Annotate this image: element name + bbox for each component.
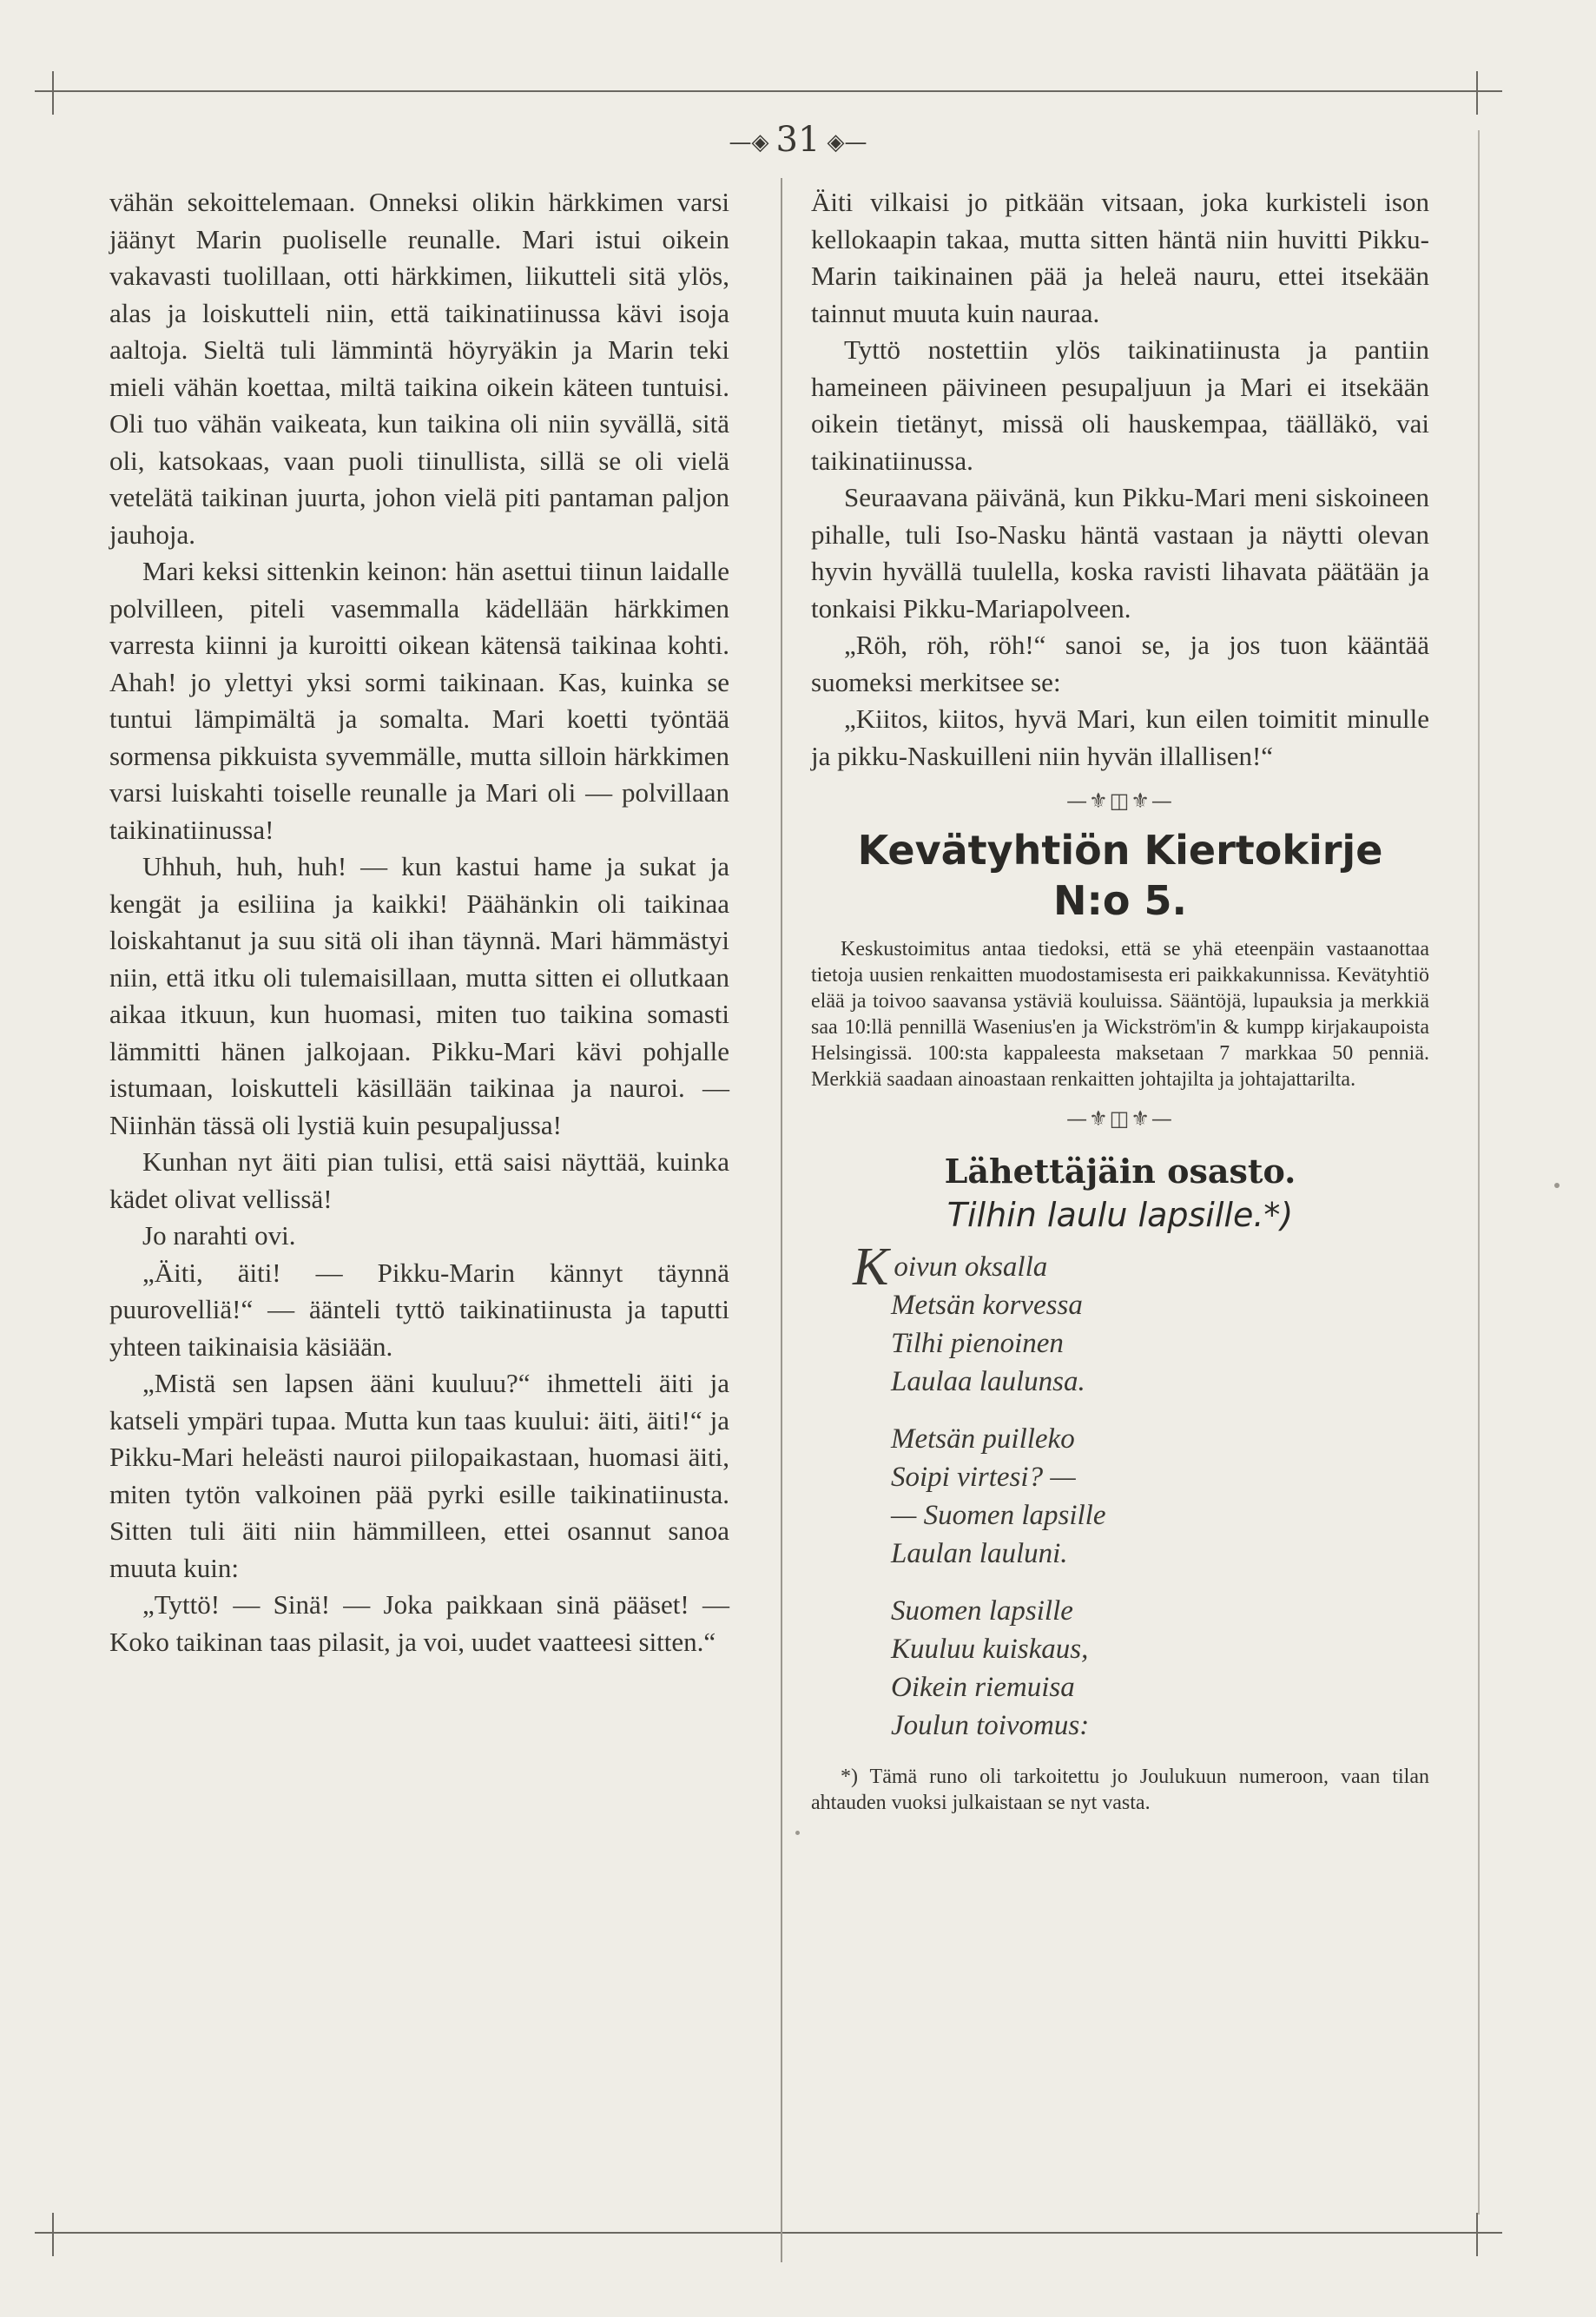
right-column-text xyxy=(811,184,1429,775)
poem-line: Metsän korvessa xyxy=(891,1290,1083,1321)
crop-mark-top xyxy=(35,90,1502,92)
paragraph: „Äiti, äiti! — Pikku-Marin kännyt täynnä puurovelliä!“ — äänteli tyttö taikinatiinusta ja taputti yhteen taikinaisia käsiään. xyxy=(109,1257,729,1362)
poem-line: Metsän puilleko xyxy=(891,1423,1075,1455)
crop-mark-bottom xyxy=(35,2232,1502,2234)
footnote: *) Tämä runo oli tarkoitettu jo Joulukuun numeroon, vaan tilan ahtauden vuoksi julkaistaan se nyt vasta. xyxy=(811,1766,1429,1814)
senders-section-title: Lähettäjäin osasto. xyxy=(944,1152,1296,1191)
circular-title-line1: Kevätyhtiön Kiertokirje xyxy=(857,827,1383,874)
crop-mark-bottom-right xyxy=(1476,2213,1478,2256)
paper-speck xyxy=(795,1831,800,1835)
page-number: 31 xyxy=(775,120,821,160)
circular-notice: Keskustoimitus antaa tiedoksi, että se yhä eteenpäin vastaanottaa tietoja uusien renkaitten muodostamisesta eri paikkakunnissa. Kevätyhtiö elää ja toivoo saavansa ystäviä kouluissa. Sääntöjä, lupauksia ja merkkiä saa 10:llä pennillä Wasenius'en ja Wickström'in & kumpp kirjakaupoista Helsingissä. 100:sta kappaleesta maksetaan 7 markkaa 50 penniä. Merkkiä saadaan ainoastaan renkaitten johtajilta ja johtajattarilta. xyxy=(811,938,1429,1091)
poem xyxy=(853,1238,1429,1745)
column-divider xyxy=(781,178,782,2262)
poem-line: Joulun toivomus: xyxy=(891,1710,1090,1741)
crop-mark-top-left xyxy=(52,71,54,115)
left-column-text xyxy=(109,184,729,1660)
paragraph: Jo narahti ovi. xyxy=(142,1220,296,1251)
poem-line: — Suomen lapsille xyxy=(891,1500,1106,1531)
poem-line: Tilhi pienoinen xyxy=(891,1328,1064,1359)
poem-line: Laulan lauluni. xyxy=(891,1538,1068,1569)
header-ornament-right: ◈— xyxy=(827,129,867,155)
poem-line: Soipi virtesi? — xyxy=(891,1462,1076,1493)
paragraph: „Kiitos, kiitos, hyvä Mari, kun eilen toimitit minulle ja pikku-Naskuilleni niin hyvän illallisen!“ xyxy=(811,703,1429,771)
paper-speck xyxy=(1554,1183,1560,1188)
poem-line: Laulaa laulunsa. xyxy=(891,1366,1085,1397)
header-ornament-left: —◈ xyxy=(729,129,769,155)
paragraph: Kunhan nyt äiti pian tulisi, että saisi näyttää, kuinka kädet olivat vellissä! xyxy=(109,1146,729,1214)
circular-title-line2: N:o 5. xyxy=(1053,877,1187,924)
poem-stanza xyxy=(853,1238,1429,1401)
paragraph: Tyttö nostettiin ylös taikinatiinusta ja pantiin hameineen päivineen pesupaljuun ja Mari ei itsekään oikein tietänyt, missä oli hauskempaa, täälläkö, vai taikinatiinussa. xyxy=(811,334,1429,476)
left-column xyxy=(109,184,729,1660)
crop-mark-bottom-left xyxy=(52,2213,54,2256)
poem-line: Oikein riemuisa xyxy=(891,1672,1075,1703)
poem-line: Kuuluu kuiskaus, xyxy=(891,1634,1089,1665)
poem-stanza xyxy=(891,1420,1429,1573)
paragraph: „Mistä sen lapsen ääni kuuluu?“ ihmetteli äiti ja katseli ympäri tupaa. Mutta kun taas kuului: äiti, äiti!“ ja Pikku-Mari heleästi nauroi piilopaikastaan, huomasi äiti, miten tytön valkoinen pää pyrki esille taikinatiinusta. Sitten tuli äiti niin hämmilleen, ettei osannut sanoa muuta kuin: xyxy=(109,1368,729,1583)
section-ornament: —⚜◫⚜— xyxy=(1066,789,1174,813)
circular-title xyxy=(811,825,1429,926)
poem-line: Koivun oksalla xyxy=(853,1238,1048,1297)
paragraph: Äiti vilkaisi jo pitkään vitsaan, joka kurkisteli ison kellokaapin takaa, mutta sitten häntä niin huvitti Pikku-Marin taikinainen pää ja heleä nauru, ettei itsekään tainnut muuta kuin nauraa. xyxy=(811,187,1429,328)
section-ornament-2: —⚜◫⚜— xyxy=(1066,1106,1174,1131)
poem-stanza xyxy=(891,1592,1429,1745)
page-header xyxy=(0,120,1596,160)
right-margin-line xyxy=(1478,130,1480,2215)
paragraph: „Röh, röh, röh!“ sanoi se, ja jos tuon kääntää suomeksi merkitsee se: xyxy=(811,630,1429,697)
paragraph: „Tyttö! — Sinä! — Joka paikkaan sinä pääset! — Koko taikinan taas pilasit, ja voi, uudet vaatteesi sitten.“ xyxy=(109,1589,729,1657)
poem-line: Suomen lapsille xyxy=(891,1595,1073,1627)
paragraph: vähän sekoittelemaan. Onneksi olikin härkkimen varsi jäänyt Marin puoliselle reunalle. Mari istui oikein vakavasti tuolillaan, otti härkkimen, liikutteli sitä ylös, alas ja loiskutteli niin, että taikinatiinussa kävi isoja aaltoja. Sieltä tuli lämmintä höyryäkin ja Marin teki mieli vähän koettaa, miltä taikina oikein käteen tuntuisi. Oli tuo vähän vaikeata, kun taikina oli niin syvällä, sitä oli, katsokaas, vaan puoli tiinullista, sillä se oli vielä vetelätä taikinan juurta, johon vielä piti pantaman paljon jauhoja. xyxy=(109,187,729,550)
drop-cap: K xyxy=(853,1238,889,1297)
poem-title: Tilhin laulu lapsille.*) xyxy=(946,1196,1294,1234)
paragraph: Mari keksi sittenkin keinon: hän asettui tiinun laidalle polvilleen, piteli vasemmalla kädellään härkkimen varresta kiinni ja kuroitti oikean kätensä taikinaa kohti. Ahah! jo ylettyi yksi sormi taikinaan. Kas, kuinka se tuntui lämpimältä ja somalta. Mari koetti työntää sormensa pikkuista syvemmälle, mutta silloin härkkimen varsi luiskahti toiselle reunalle ja Mari oli — polvillaan taikinatiinussa! xyxy=(109,556,729,845)
paragraph: Uhhuh, huh, huh! — kun kastui hame ja sukat ja kengät ja esiliina ja kaikki! Päähänkin oli taikinaa loiskahtanut ja suu sitä oli ihan täynnä. Mari hämmästyi niin, että itku oli tulemaisillaan, mutta sitten ei ollutkaan aikaa itkuun, kun huomasi, miten tuo taikina somasti lämmitti hänen jalkojaan. Pikku-Mari kävi pohjalle istumaan, loiskutteli käsillään taikinaa ja nauroi. — Niinhän tässä oli lystiä kuin pesupaljussa! xyxy=(109,851,729,1140)
right-column xyxy=(811,184,1429,1816)
paragraph: Seuraavana päivänä, kun Pikku-Mari meni siskoineen pihalle, tuli Iso-Nasku häntä vastaan ja näytti olevan hyvin hyvällä tuulella, koska ravisti lihavata päätään ja tonkaisi Pikku-Mariapolveen. xyxy=(811,482,1429,624)
crop-mark-top-right xyxy=(1476,71,1478,115)
